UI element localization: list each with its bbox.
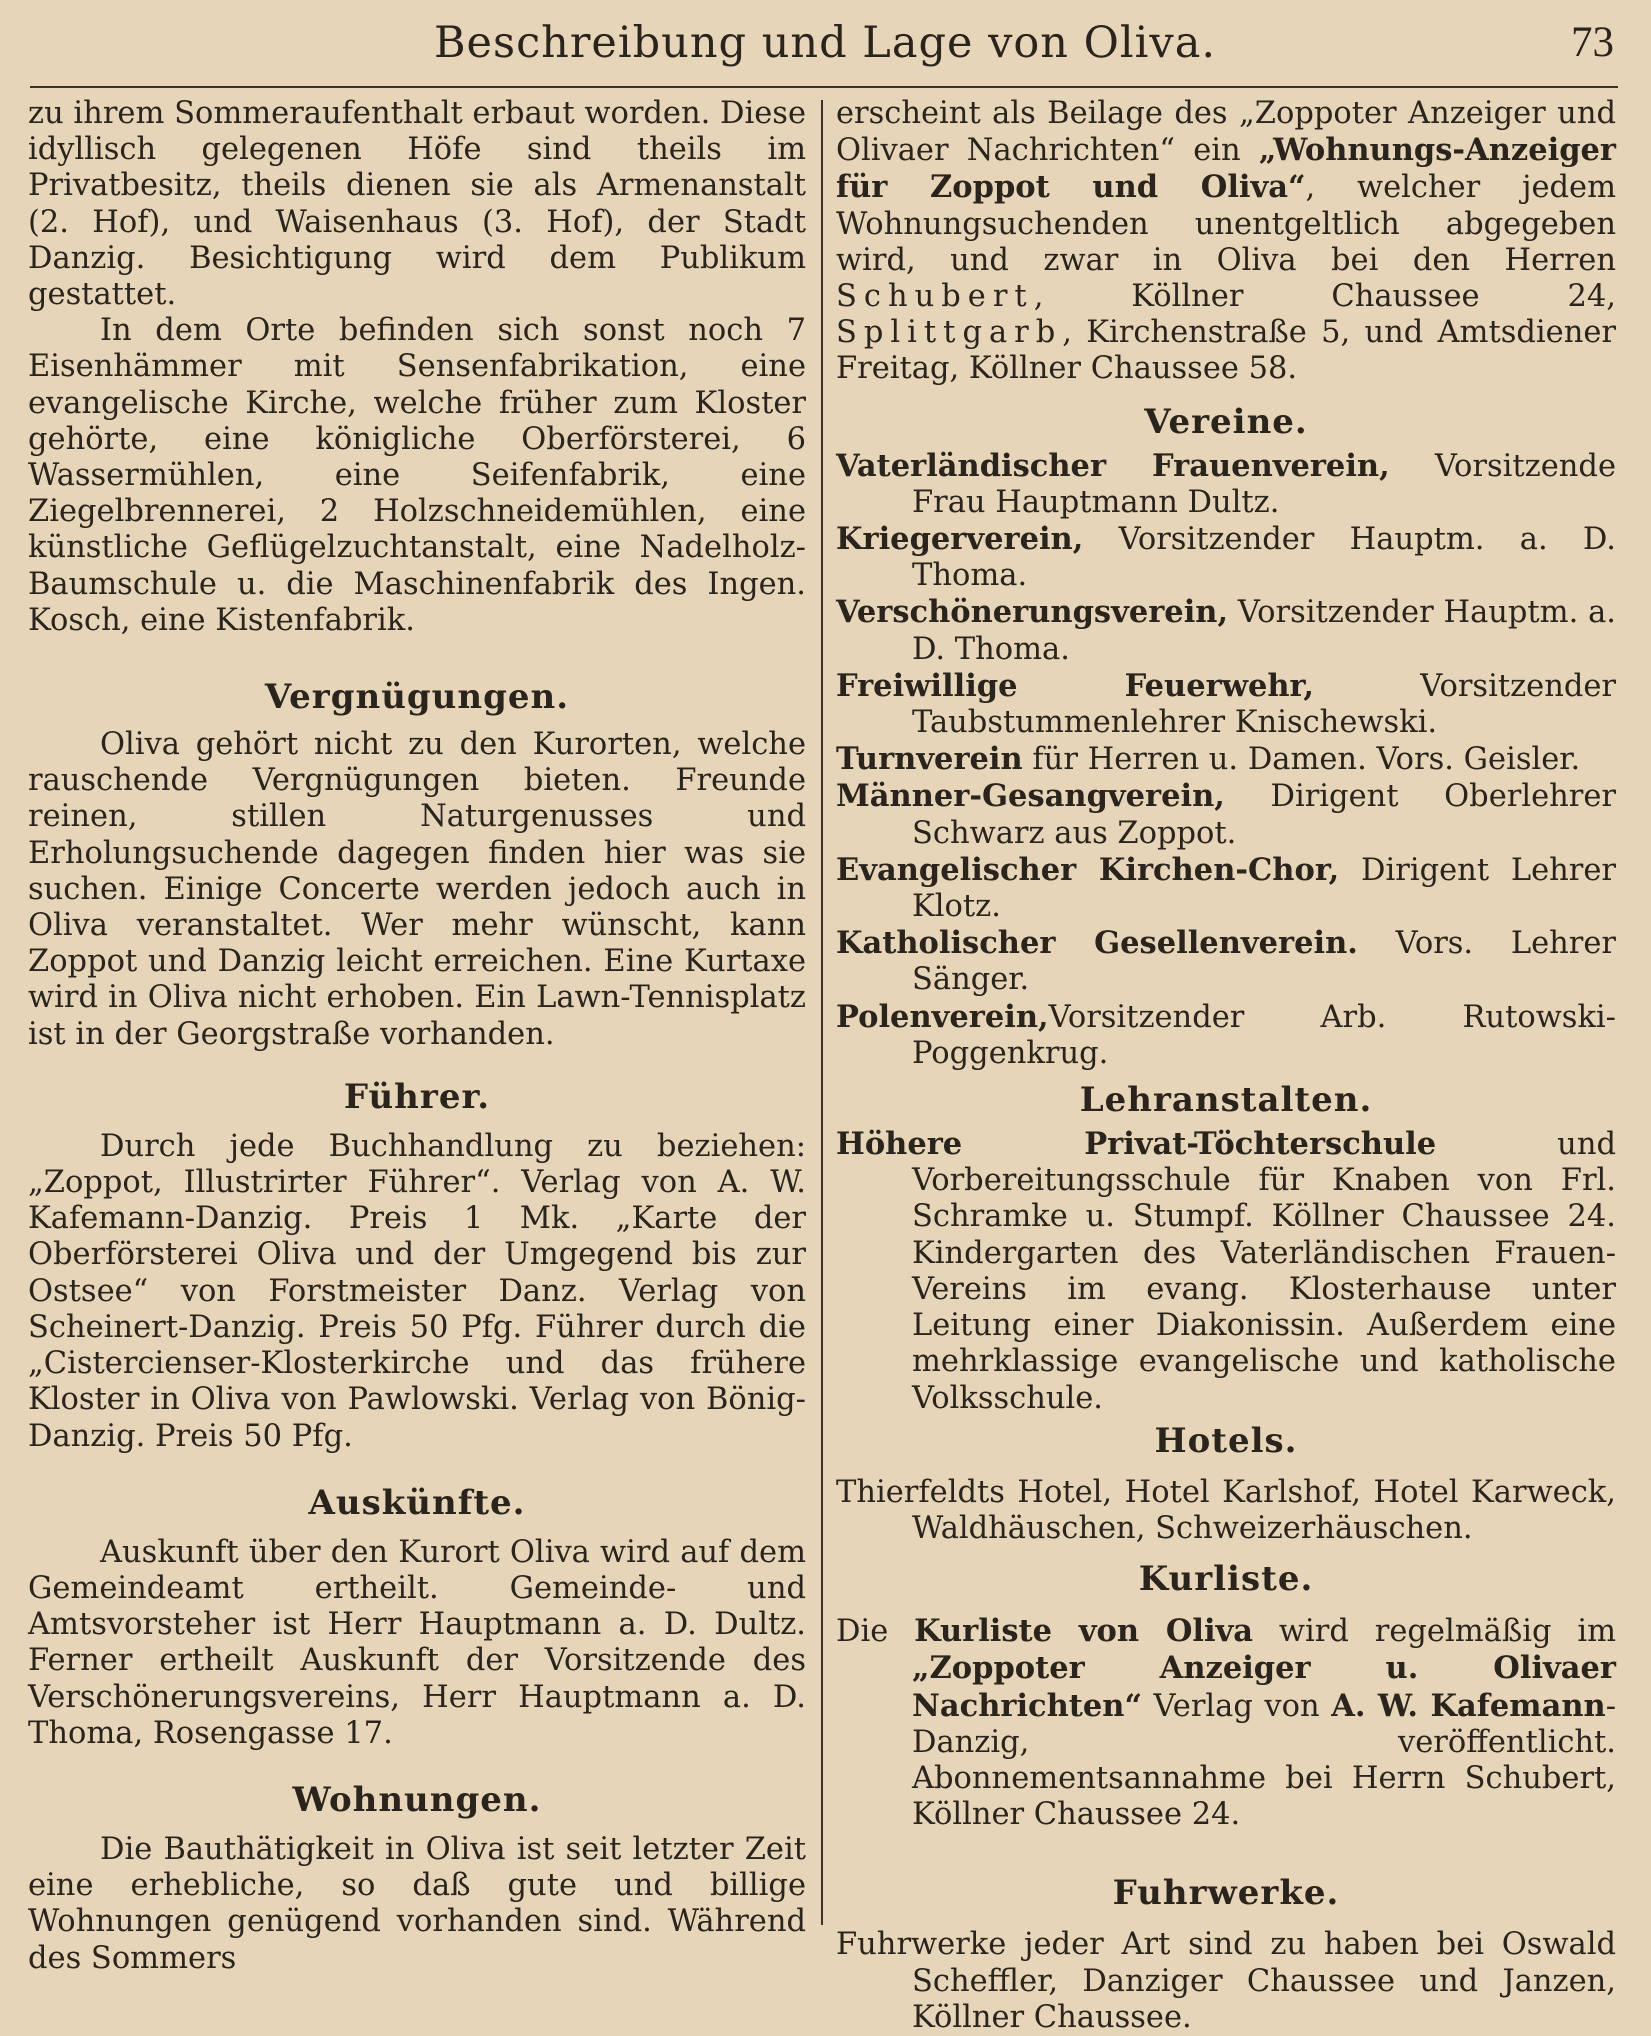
vereine-list [836, 448, 1616, 1072]
section-heading-wohnungen: Wohnungen. [292, 1779, 542, 1820]
verein-entry: Katholischer Gesellenverein. Vors. Lehrer Sänger. [836, 925, 1617, 998]
wohnungen-text: Die Bauthätigkeit in Oliva ist seit letzter Zeit eine erhebliche, so daß gute und billige Wohnungen genügend vorhanden sind. Während des Sommers [28, 1831, 806, 1976]
name-splittgarb: Splittgarb [836, 315, 1063, 351]
fuehrer-text: Durch jede Buchhandlung zu beziehen: „Zoppot, Illustrirter Führer“. Verlag von A. W. Kafemann-Danzig. Preis 1 Mk. „Karte der Oberförsterei Oliva und der Umgegend bis zur Ostsee“ von Forstmeister Danz. Verlag von Scheinert-Danzig. Preis 50 Pfg. Führer durch die „Cistercienser-Klosterkirche und das frühere Kloster in Oliva von Pawlowski. Verlag von Bönig-Danzig. Preis 50 Pfg. [28, 1128, 806, 1454]
running-title: Beschreibung und Lage von Oliva. [433, 18, 1217, 68]
section-heading-vergnuegungen: Vergnügungen. [264, 677, 570, 718]
section-heading-vereine: Vereine. [1144, 401, 1308, 442]
column-divider [821, 100, 823, 1925]
verein-entry: Polenverein,Vorsitzender Arb. Rutowski-Poggenkrug. [836, 998, 1616, 1071]
section-heading-kurliste: Kurliste. [1138, 1559, 1314, 1600]
section-heading-lehranstalten: Lehranstalten. [1079, 1080, 1373, 1121]
section-heading-hotels: Hotels. [1154, 1420, 1298, 1461]
lehranstalten-text: Höhere Privat-Töchterschule und Vorbereitungsschule für Knaben von Frl. Schramke u. Stumpf. Köllner Chaussee 24. Kindergarten des Vaterländischen Frauen-Vereins im evang. Klosterhause unter Leitung einer Diakonissin. Außerdem eine mehrklassige evangelische und katholische Volksschule. [836, 1126, 1616, 1416]
fuhrwerke-text: Fuhrwerke jeder Art sind zu haben bei Oswald Scheffler, Danziger Chaussee und Janzen, Köllner Chaussee. [836, 1927, 1616, 2035]
left-column [28, 96, 806, 1977]
section-heading-fuhrwerke: Fuhrwerke. [1112, 1873, 1340, 1914]
kurliste-text: Die Kurliste von Oliva wird regelmäßig im „Zoppoter Anzeiger u. Olivaer Nachrichten“ Verlag von A. W. Kafemann-Danzig, veröffentlicht. Abonnementsannahme bei Herrn Schubert, Köllner Chaussee 24. [836, 1613, 1617, 1833]
right-column [836, 96, 1616, 2036]
intro-paragraph: zu ihrem Sommeraufenthalt erbaut worden. Diese idyllisch gelegenen Höfe sind theils im Privatbesitz, theils dienen sie als Armenanstalt (2. Hof), und Waisenhaus (3. Hof), der Stadt Danzig. Besichtigung wird dem Publikum gestattet. [28, 96, 806, 313]
hotels-text: Thierfeldts Hotel, Hotel Karlshof, Hotel Karweck, Waldhäuschen, Schweizerhäuschen. [836, 1474, 1616, 1546]
verein-entry: Männer-Gesangverein, Dirigent Oberlehrer Schwarz aus Zoppot. [836, 778, 1616, 851]
header-rule [30, 86, 1618, 88]
verein-entry: Evangelischer Kirchen-Chor, Dirigent Lehrer Klotz. [836, 851, 1616, 925]
page-number: 73 [1571, 19, 1614, 66]
running-header [30, 14, 1620, 84]
orte-paragraph: In dem Orte befinden sich sonst noch 7 Eisenhämmer mit Sensenfabrikation, eine evangelische Kirche, welche früher zum Kloster gehörte, eine königliche Oberförsterei, 6 Wassermühlen, eine Seifenfabrik, eine Ziegelbrennerei, 2 Holzschneidemühlen, eine künstliche Geflügelzuchtanstalt, eine Nadelholz-Baumschule u. die Maschinenfabrik des Ingen. Kosch, eine Kistenfabrik. [28, 313, 806, 638]
auskuenfte-text: Auskunft über den Kurort Oliva wird auf dem Gemeindeamt ertheilt. Gemeinde- und Amtsvorsteher ist Herr Hauptmann a. D. Dultz. Ferner ertheilt Auskunft der Vorsitzende des Verschönerungsvereins, Herr Hauptmann a. D. Thoma, Rosengasse 17. [28, 1534, 806, 1751]
vergnuegungen-text: Oliva gehört nicht zu den Kurorten, welche rauschende Vergnügungen bieten. Freunde reinen, stillen Naturgenusses und Erholungsuchende dagegen finden hier was sie suchen. Einige Concerte werden jedoch auch in Oliva veranstaltet. Wer mehr wünscht, kann Zoppot und Danzig leicht erreichen. Eine Kurtaxe wird in Oliva nicht erhoben. Ein Lawn-Tennisplatz ist in der Georgstraße vorhanden. [28, 727, 806, 1052]
verein-entry: Vaterländischer Frauenverein, Vorsitzende Frau Hauptmann Dultz. [836, 447, 1616, 520]
wohnungsanzeiger-title: „Wohnungs-Anzeiger für Zoppot und Oliva“ [836, 132, 1616, 206]
wohnungsanzeiger-paragraph: erscheint als Beilage des „Zoppoter Anzeiger und Olivaer Nachrichten“ ein „Wohnungs-Anzeiger für Zoppot und Oliva“, welcher jedem Wohnungsuchenden unentgeltlich abgegeben wird, und zwar in Oliva bei den Herren Schubert, Köllner Chaussee 24, Splittgarb, Kirchenstraße 5, und Amtsdiener Freitag, Köllner Chaussee 58. [836, 96, 1616, 387]
section-heading-auskuenfte: Auskünfte. [308, 1482, 526, 1523]
name-schubert: Schubert [836, 279, 1034, 315]
verein-entry: Verschönerungsverein, Vorsitzender Hauptm. a. D. Thoma. [836, 594, 1616, 667]
verein-entry: Kriegerverein, Vorsitzender Hauptm. a. D. Thoma. [836, 521, 1616, 594]
section-heading-fuehrer: Führer. [343, 1076, 491, 1117]
verein-entry: Freiwillige Feuerwehr, Vorsitzender Taubstummenlehrer Knischewski. [836, 667, 1616, 741]
verein-entry: Turnverein für Herren u. Damen. Vors. Geisler. [836, 741, 1581, 778]
